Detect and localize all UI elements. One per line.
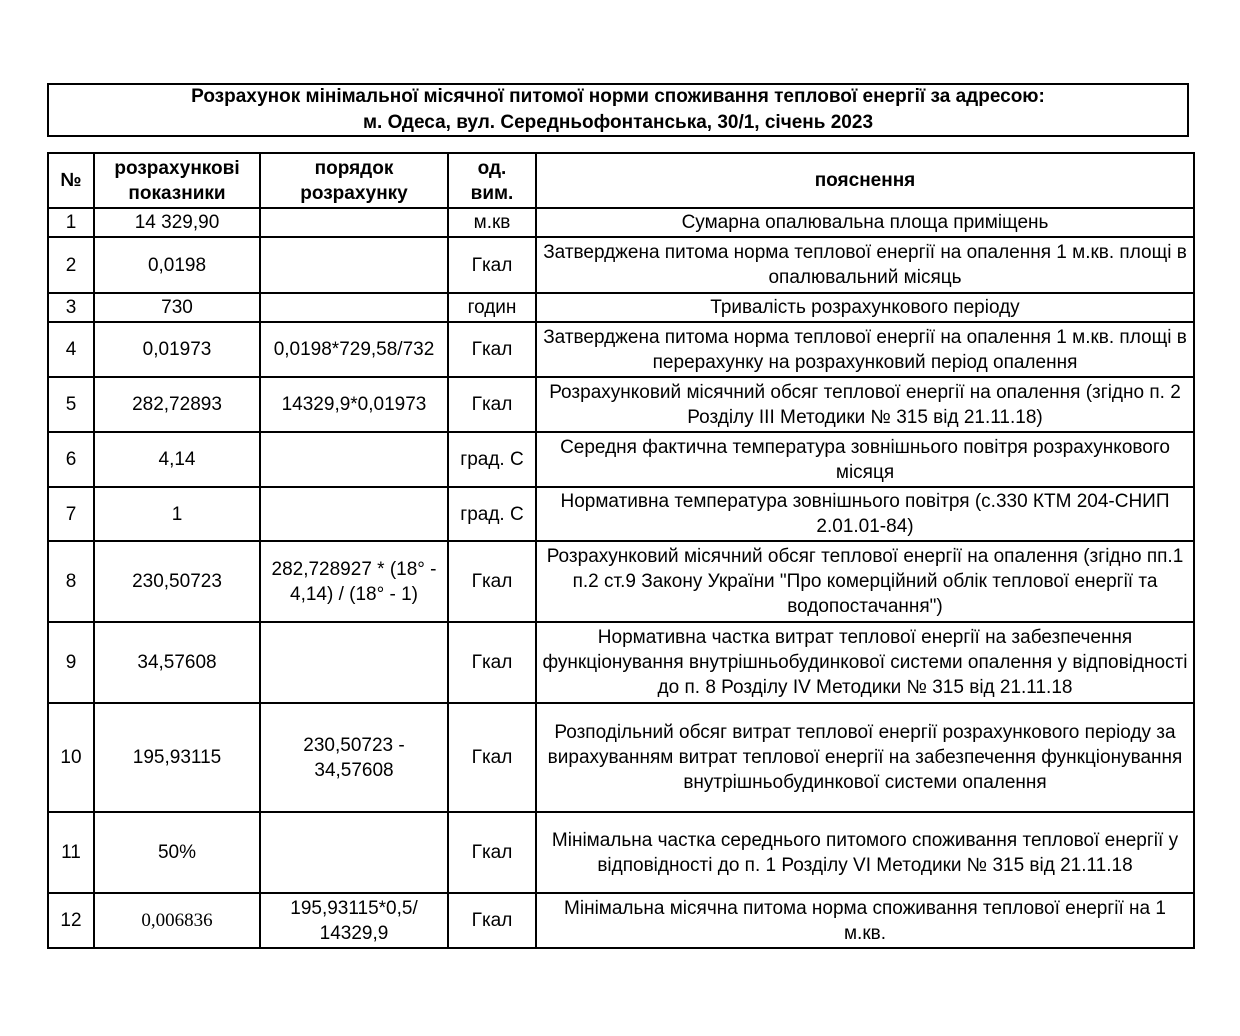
row-num: 6 — [48, 432, 94, 487]
header-explanation: пояснення — [536, 153, 1194, 208]
document-title — [47, 83, 1189, 137]
row-unit: Гкал — [448, 893, 536, 948]
row-formula — [260, 208, 448, 237]
row-value: 0,01973 — [94, 322, 260, 377]
row-note: Нормативна температура зовнішнього повітря (с.330 КТМ 204-СНИП 2.01.01-84) — [536, 487, 1194, 541]
header-row — [48, 153, 1194, 208]
row-note: Мінімальна частка середнього питомого споживання теплової енергії у відповідності до п. 1 Розділу VІ Методики № 315 від 21.11.18 — [536, 812, 1194, 893]
row-num: 4 — [48, 322, 94, 377]
row-value: 1 — [94, 487, 260, 541]
row-value: 34,57608 — [94, 622, 260, 703]
row-unit: град. С — [448, 432, 536, 487]
row-num: 1 — [48, 208, 94, 237]
row-value: 730 — [94, 293, 260, 322]
row-note: Тривалість розрахункового періоду — [536, 293, 1194, 322]
row-formula — [260, 293, 448, 322]
row-value: 195,93115 — [94, 703, 260, 812]
title-line-1: Розрахунок мінімальної місячної питомої норми споживання теплової енергії за адресою: — [191, 86, 1045, 107]
title-line-2: м. Одеса, вул. Середньофонтанська, 30/1, січень 2023 — [362, 112, 874, 133]
row-note: Затверджена питома норма теплової енергії на опалення 1 м.кв. площі в опалювальний місяць — [536, 237, 1194, 293]
table-row — [48, 622, 1194, 703]
row-formula — [260, 432, 448, 487]
row-value: 50% — [94, 812, 260, 893]
row-formula: 282,728927 * (18° - 4,14) / (18° - 1) — [260, 541, 448, 622]
header-unit: од. вим. — [448, 153, 536, 208]
row-value: 282,72893 — [94, 377, 260, 432]
row-unit: м.кв — [448, 208, 536, 237]
row-unit: Гкал — [448, 377, 536, 432]
table-row — [48, 377, 1194, 432]
table-row — [48, 487, 1194, 541]
table-row — [48, 237, 1194, 293]
row-note: Сумарна опалювальна площа приміщень — [536, 208, 1194, 237]
row-formula: 14329,9*0,01973 — [260, 377, 448, 432]
row-note: Розрахунковий місячний обсяг теплової енергії на опалення (згідно п. 2 Розділу ІІІ Методики № 315 від 21.11.18) — [536, 377, 1194, 432]
row-note: Затверджена питома норма теплової енергії на опалення 1 м.кв. площі в перерахунку на розрахунковий період опалення — [536, 322, 1194, 377]
header-indicators: розрахункові показники — [94, 153, 260, 208]
row-note: Розрахунковий місячний обсяг теплової енергії на опалення (згідно пп.1 п.2 ст.9 Закону України "Про комерційний облік теплової енергії та водопостачання") — [536, 541, 1194, 622]
row-formula: 195,93115*0,5/ 14329,9 — [260, 893, 448, 948]
header-order: порядок розрахунку — [260, 153, 448, 208]
calculation-table — [47, 152, 1195, 949]
row-value: 0,006836 — [94, 893, 260, 948]
row-formula — [260, 812, 448, 893]
row-unit: Гкал — [448, 541, 536, 622]
row-value: 0,0198 — [94, 237, 260, 293]
row-value: 14 329,90 — [94, 208, 260, 237]
row-num: 10 — [48, 703, 94, 812]
row-note: Мінімальна місячна питома норма споживання теплової енергії на 1 м.кв. — [536, 893, 1194, 948]
row-num: 12 — [48, 893, 94, 948]
table-row — [48, 812, 1194, 893]
table-row — [48, 432, 1194, 487]
row-unit: Гкал — [448, 703, 536, 812]
table-row — [48, 893, 1194, 948]
row-formula: 0,0198*729,58/732 — [260, 322, 448, 377]
row-num: 5 — [48, 377, 94, 432]
row-value: 4,14 — [94, 432, 260, 487]
row-num: 3 — [48, 293, 94, 322]
table-row — [48, 541, 1194, 622]
table-row — [48, 322, 1194, 377]
row-unit: Гкал — [448, 322, 536, 377]
row-value: 230,50723 — [94, 541, 260, 622]
table-row — [48, 293, 1194, 322]
header-num: № — [48, 153, 94, 208]
row-unit: Гкал — [448, 812, 536, 893]
table-row — [48, 208, 1194, 237]
row-unit: град. С — [448, 487, 536, 541]
row-note: Розподільний обсяг витрат теплової енергії розрахункового періоду за вирахуванням витрат теплової енергії на забезпечення функціонування внутрішньобудинкової системи опалення — [536, 703, 1194, 812]
table-row — [48, 703, 1194, 812]
row-note: Нормативна частка витрат теплової енергії на забезпечення функціонування внутрішньобудинкової системи опалення у відповідності до п. 8 Розділу ІV Методики № 315 від 21.11.18 — [536, 622, 1194, 703]
row-formula — [260, 237, 448, 293]
row-unit: Гкал — [448, 237, 536, 293]
row-formula — [260, 622, 448, 703]
row-num: 2 — [48, 237, 94, 293]
row-unit: годин — [448, 293, 536, 322]
row-num: 9 — [48, 622, 94, 703]
row-num: 11 — [48, 812, 94, 893]
row-num: 7 — [48, 487, 94, 541]
row-formula: 230,50723 - 34,57608 — [260, 703, 448, 812]
row-formula — [260, 487, 448, 541]
row-num: 8 — [48, 541, 94, 622]
row-unit: Гкал — [448, 622, 536, 703]
row-note: Середня фактична температура зовнішнього повітря розрахункового місяця — [536, 432, 1194, 487]
